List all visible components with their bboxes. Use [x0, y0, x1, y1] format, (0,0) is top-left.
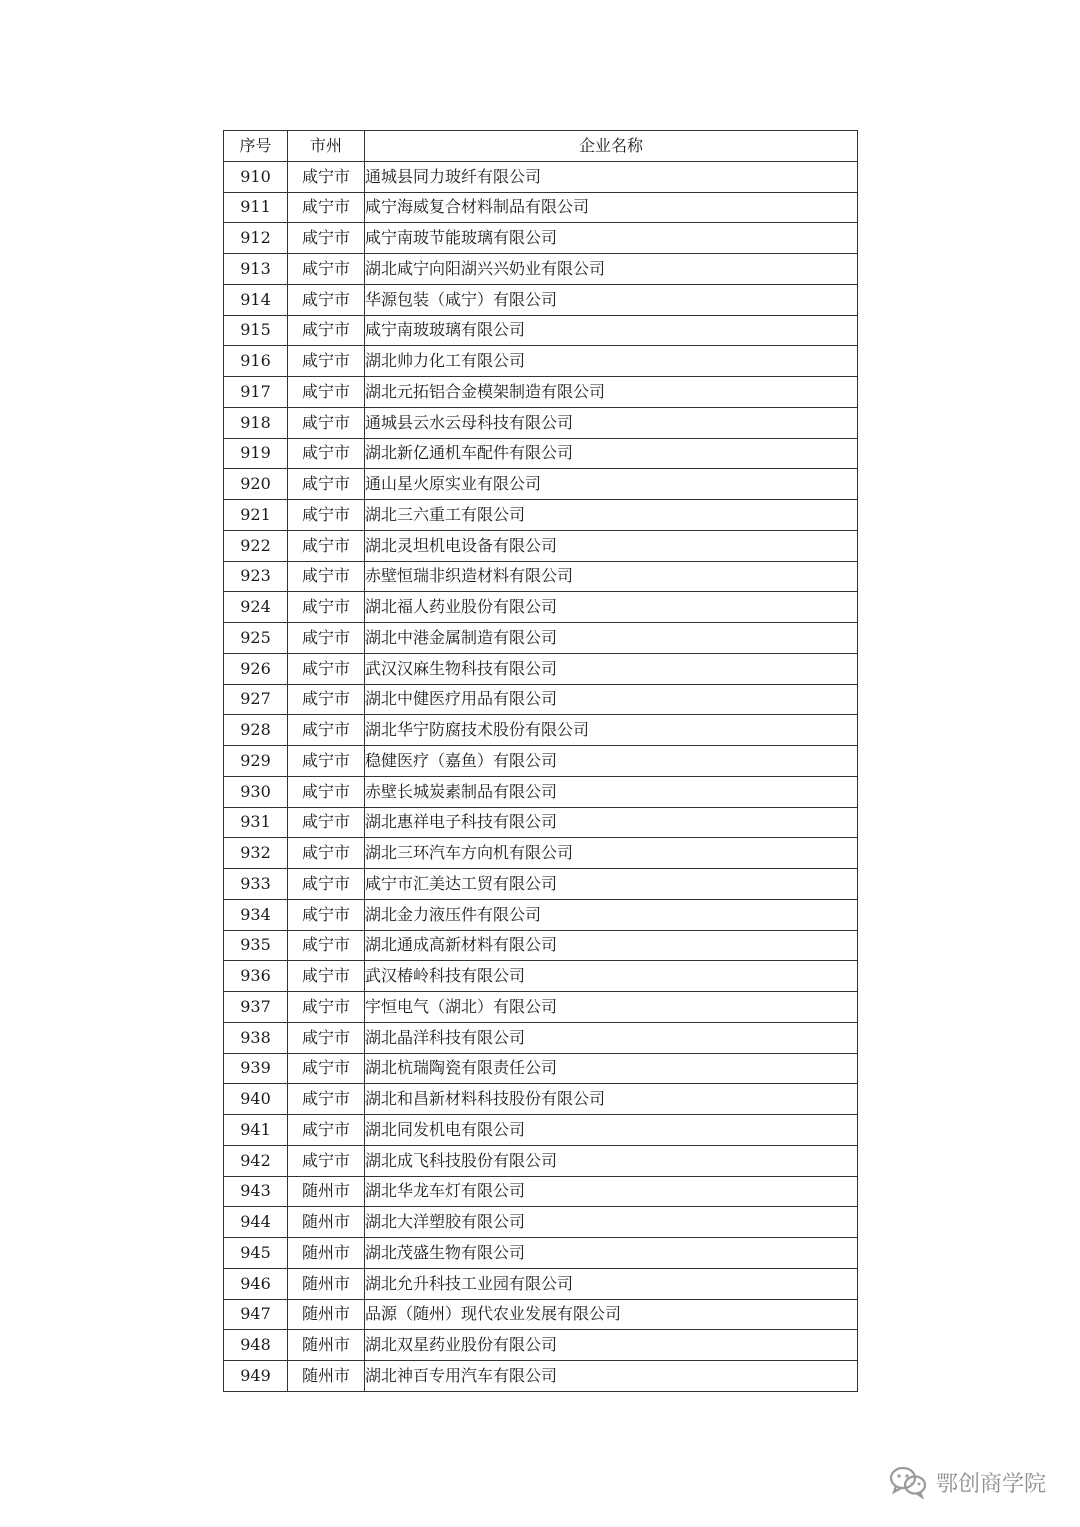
serial-cell: 912: [224, 223, 288, 254]
serial-cell: 926: [224, 653, 288, 684]
wechat-icon: [888, 1465, 928, 1499]
city-cell: 咸宁市: [288, 530, 365, 561]
table-row: [224, 192, 858, 223]
serial-cell: 936: [224, 961, 288, 992]
table-row: [224, 1238, 858, 1269]
table-row: [224, 407, 858, 438]
city-cell: 随州市: [288, 1361, 365, 1392]
serial-cell: 925: [224, 623, 288, 654]
serial-cell: 946: [224, 1268, 288, 1299]
city-cell: 咸宁市: [288, 807, 365, 838]
city-cell: 咸宁市: [288, 377, 365, 408]
table-row: [224, 838, 858, 869]
company-name-cell: 武汉汉麻生物科技有限公司: [365, 653, 858, 684]
city-cell: 咸宁市: [288, 623, 365, 654]
table-row: [224, 346, 858, 377]
company-name-cell: 湖北允升科技工业园有限公司: [365, 1268, 858, 1299]
city-cell: 随州市: [288, 1299, 365, 1330]
serial-cell: 943: [224, 1176, 288, 1207]
table-row: [224, 1084, 858, 1115]
serial-cell: 916: [224, 346, 288, 377]
serial-cell: 911: [224, 192, 288, 223]
company-name-cell: 咸宁市汇美达工贸有限公司: [365, 869, 858, 900]
city-cell: 随州市: [288, 1176, 365, 1207]
table-row: [224, 1330, 858, 1361]
company-name-cell: 稳健医疗（嘉鱼）有限公司: [365, 746, 858, 777]
city-cell: 咸宁市: [288, 438, 365, 469]
table-row: [224, 592, 858, 623]
company-table: [223, 130, 858, 1392]
city-cell: 咸宁市: [288, 284, 365, 315]
table-row: [224, 930, 858, 961]
table-row: [224, 961, 858, 992]
city-cell: 随州市: [288, 1207, 365, 1238]
city-cell: 咸宁市: [288, 1115, 365, 1146]
serial-cell: 929: [224, 746, 288, 777]
city-cell: 咸宁市: [288, 746, 365, 777]
company-name-cell: 咸宁南玻玻璃有限公司: [365, 315, 858, 346]
city-cell: 咸宁市: [288, 254, 365, 285]
company-name-cell: 湖北晶洋科技有限公司: [365, 1022, 858, 1053]
table-row: [224, 1268, 858, 1299]
table-row: [224, 530, 858, 561]
city-cell: 咸宁市: [288, 684, 365, 715]
city-cell: 咸宁市: [288, 653, 365, 684]
city-cell: 随州市: [288, 1330, 365, 1361]
table-row: [224, 1361, 858, 1392]
company-name-cell: 湖北华宁防腐技术股份有限公司: [365, 715, 858, 746]
serial-cell: 934: [224, 899, 288, 930]
table-row: [224, 284, 858, 315]
company-name-cell: 湖北大洋塑胶有限公司: [365, 1207, 858, 1238]
header-serial: 序号: [224, 131, 288, 162]
table-row: [224, 1145, 858, 1176]
city-cell: 咸宁市: [288, 161, 365, 192]
table-row: [224, 807, 858, 838]
serial-cell: 923: [224, 561, 288, 592]
serial-cell: 945: [224, 1238, 288, 1269]
company-name-cell: 宇恒电气（湖北）有限公司: [365, 992, 858, 1023]
header-company-name: 企业名称: [365, 131, 858, 162]
city-cell: 咸宁市: [288, 346, 365, 377]
company-name-cell: 湖北通成高新材料有限公司: [365, 930, 858, 961]
serial-cell: 914: [224, 284, 288, 315]
serial-cell: 941: [224, 1115, 288, 1146]
company-name-cell: 湖北帅力化工有限公司: [365, 346, 858, 377]
company-name-cell: 通城县同力玻纤有限公司: [365, 161, 858, 192]
city-cell: 咸宁市: [288, 992, 365, 1023]
city-cell: 咸宁市: [288, 500, 365, 531]
company-name-cell: 华源包装（咸宁）有限公司: [365, 284, 858, 315]
company-name-cell: 湖北灵坦机电设备有限公司: [365, 530, 858, 561]
city-cell: 咸宁市: [288, 469, 365, 500]
table-row: [224, 869, 858, 900]
serial-cell: 942: [224, 1145, 288, 1176]
serial-cell: 937: [224, 992, 288, 1023]
table-row: [224, 684, 858, 715]
company-name-cell: 赤壁恒瑞非织造材料有限公司: [365, 561, 858, 592]
city-cell: 咸宁市: [288, 407, 365, 438]
company-name-cell: 湖北中健医疗用品有限公司: [365, 684, 858, 715]
company-name-cell: 湖北福人药业股份有限公司: [365, 592, 858, 623]
serial-cell: 931: [224, 807, 288, 838]
company-name-cell: 赤壁长城炭素制品有限公司: [365, 776, 858, 807]
table-row: [224, 1115, 858, 1146]
serial-cell: 947: [224, 1299, 288, 1330]
serial-cell: 922: [224, 530, 288, 561]
company-name-cell: 湖北惠祥电子科技有限公司: [365, 807, 858, 838]
city-cell: 咸宁市: [288, 592, 365, 623]
city-cell: 咸宁市: [288, 715, 365, 746]
company-name-cell: 湖北茂盛生物有限公司: [365, 1238, 858, 1269]
serial-cell: 949: [224, 1361, 288, 1392]
serial-cell: 910: [224, 161, 288, 192]
company-name-cell: 湖北同发机电有限公司: [365, 1115, 858, 1146]
city-cell: 咸宁市: [288, 899, 365, 930]
city-cell: 咸宁市: [288, 315, 365, 346]
serial-cell: 939: [224, 1053, 288, 1084]
table-row: [224, 746, 858, 777]
company-name-cell: 湖北金力液压件有限公司: [365, 899, 858, 930]
table-row: [224, 776, 858, 807]
city-cell: 咸宁市: [288, 1145, 365, 1176]
table-row: [224, 1299, 858, 1330]
city-cell: 咸宁市: [288, 192, 365, 223]
serial-cell: 924: [224, 592, 288, 623]
city-cell: 咸宁市: [288, 561, 365, 592]
city-cell: 咸宁市: [288, 1053, 365, 1084]
company-name-cell: 湖北三环汽车方向机有限公司: [365, 838, 858, 869]
company-name-cell: 湖北中港金属制造有限公司: [365, 623, 858, 654]
serial-cell: 919: [224, 438, 288, 469]
city-cell: 随州市: [288, 1238, 365, 1269]
table-row: [224, 1207, 858, 1238]
table-row: [224, 992, 858, 1023]
table-row: [224, 561, 858, 592]
company-name-cell: 湖北华龙车灯有限公司: [365, 1176, 858, 1207]
serial-cell: 933: [224, 869, 288, 900]
city-cell: 随州市: [288, 1268, 365, 1299]
serial-cell: 927: [224, 684, 288, 715]
city-cell: 咸宁市: [288, 838, 365, 869]
serial-cell: 948: [224, 1330, 288, 1361]
serial-cell: 913: [224, 254, 288, 285]
table-row: [224, 1022, 858, 1053]
city-cell: 咸宁市: [288, 1084, 365, 1115]
company-name-cell: 通城县云水云母科技有限公司: [365, 407, 858, 438]
table-row: [224, 377, 858, 408]
company-name-cell: 湖北和昌新材料科技股份有限公司: [365, 1084, 858, 1115]
serial-cell: 935: [224, 930, 288, 961]
watermark: [888, 1462, 1046, 1502]
header-row: [224, 131, 858, 162]
table-row: [224, 1176, 858, 1207]
table-row: [224, 500, 858, 531]
serial-cell: 915: [224, 315, 288, 346]
serial-cell: 920: [224, 469, 288, 500]
company-name-cell: 咸宁南玻节能玻璃有限公司: [365, 223, 858, 254]
table-row: [224, 1053, 858, 1084]
city-cell: 咸宁市: [288, 961, 365, 992]
serial-cell: 928: [224, 715, 288, 746]
header-city: 市州: [288, 131, 365, 162]
serial-cell: 940: [224, 1084, 288, 1115]
serial-cell: 921: [224, 500, 288, 531]
table-row: [224, 438, 858, 469]
city-cell: 咸宁市: [288, 930, 365, 961]
watermark-text: 鄂创商学院: [935, 1471, 1046, 1497]
company-name-cell: 武汉椿岭科技有限公司: [365, 961, 858, 992]
company-name-cell: 湖北元拓铝合金模架制造有限公司: [365, 377, 858, 408]
table-row: [224, 223, 858, 254]
city-cell: 咸宁市: [288, 869, 365, 900]
serial-cell: 918: [224, 407, 288, 438]
table-row: [224, 715, 858, 746]
company-name-cell: 湖北杭瑞陶瓷有限责任公司: [365, 1053, 858, 1084]
company-name-cell: 湖北双星药业股份有限公司: [365, 1330, 858, 1361]
company-name-cell: 品源（随州）现代农业发展有限公司: [365, 1299, 858, 1330]
serial-cell: 917: [224, 377, 288, 408]
company-name-cell: 湖北咸宁向阳湖兴兴奶业有限公司: [365, 254, 858, 285]
serial-cell: 930: [224, 776, 288, 807]
table-row: [224, 469, 858, 500]
serial-cell: 944: [224, 1207, 288, 1238]
company-name-cell: 湖北三六重工有限公司: [365, 500, 858, 531]
city-cell: 咸宁市: [288, 1022, 365, 1053]
city-cell: 咸宁市: [288, 776, 365, 807]
company-name-cell: 湖北成飞科技股份有限公司: [365, 1145, 858, 1176]
table-row: [224, 315, 858, 346]
table-row: [224, 623, 858, 654]
table-row: [224, 899, 858, 930]
table-row: [224, 653, 858, 684]
company-name-cell: 湖北新亿通机车配件有限公司: [365, 438, 858, 469]
company-name-cell: 咸宁海威复合材料制品有限公司: [365, 192, 858, 223]
company-name-cell: 通山星火原实业有限公司: [365, 469, 858, 500]
serial-cell: 932: [224, 838, 288, 869]
company-name-cell: 湖北神百专用汽车有限公司: [365, 1361, 858, 1392]
serial-cell: 938: [224, 1022, 288, 1053]
city-cell: 咸宁市: [288, 223, 365, 254]
table-row: [224, 254, 858, 285]
table-row: [224, 161, 858, 192]
